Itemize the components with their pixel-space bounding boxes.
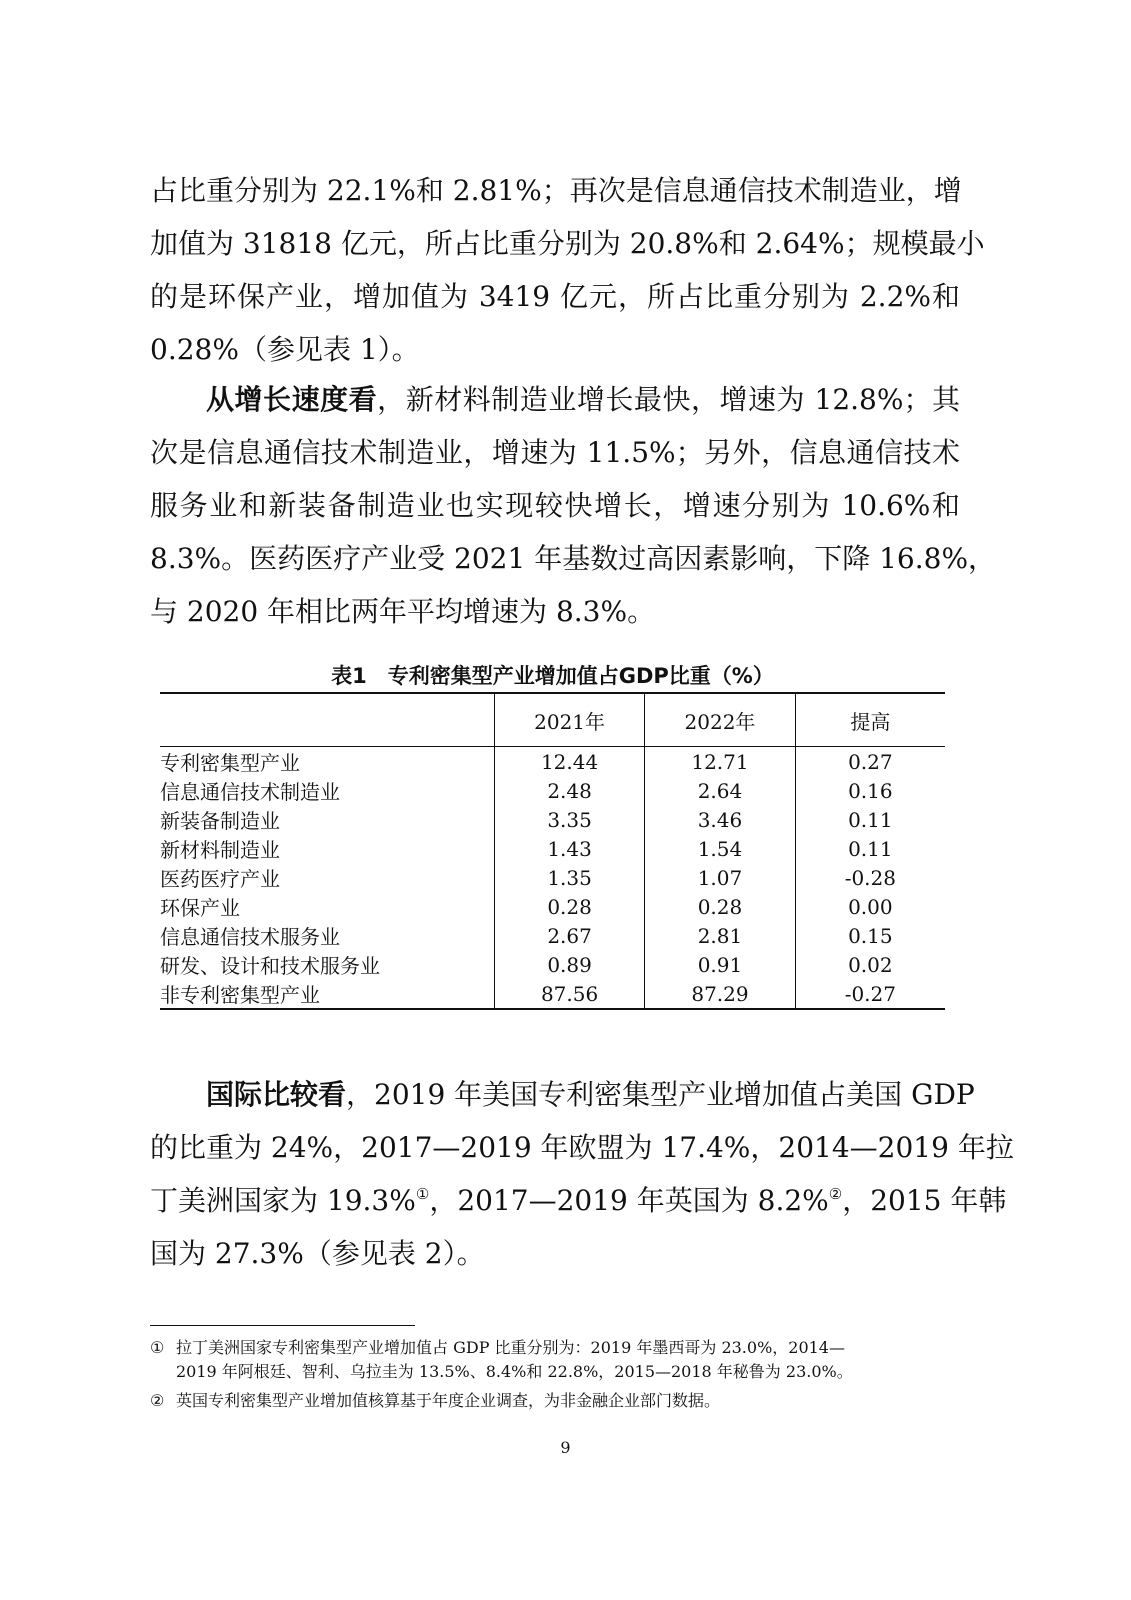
- table-row: [160, 892, 945, 921]
- footnote-text: 拉丁美洲国家专利密集型产业增加值占 GDP 比重分别为：2019 年墨西哥为 23.0%，2014—: [176, 1338, 845, 1357]
- value-2021: 2.67: [494, 921, 644, 950]
- paragraph-1-line: 加值为 31818 亿元，所占比重分别为 20.8%和 2.64%；规模最小: [150, 227, 985, 260]
- paragraph-3-lead: 国际比较看: [206, 1078, 347, 1111]
- value-change: -0.28: [795, 863, 945, 892]
- table-header-blank: [160, 693, 494, 747]
- table-row: [160, 747, 945, 777]
- value-2022: 2.64: [645, 776, 795, 805]
- paragraph-3-text: 丁美洲国家为 19.3%: [150, 1184, 416, 1217]
- footnote-ref-1[interactable]: ①: [415, 1185, 430, 1203]
- value-2022: 2.81: [645, 921, 795, 950]
- value-2021: 1.35: [494, 863, 644, 892]
- row-name: 医药医疗产业: [160, 867, 280, 891]
- value-change: 0.02: [795, 950, 945, 979]
- paragraph-3-line: [150, 1068, 975, 1121]
- paragraph-3-line: 国为 27.3%（参见表 2）。: [150, 1237, 485, 1270]
- data-table: [160, 692, 945, 1010]
- paragraph-1-line: 的是环保产业，增加值为 3419 亿元，所占比重分别为 2.2%和: [150, 280, 960, 313]
- value-2021: 1.43: [494, 834, 644, 863]
- table-header-2022: 2022年: [645, 693, 795, 747]
- value-2021: 87.56: [494, 979, 644, 1009]
- value-2022: 0.28: [645, 892, 795, 921]
- paragraph-3-text: ，2017—2019 年英国为 8.2%: [429, 1184, 829, 1217]
- value-2021: 2.48: [494, 776, 644, 805]
- value-change: -0.27: [795, 979, 945, 1009]
- row-name: 环保产业: [160, 896, 240, 920]
- row-name: 新材料制造业: [160, 838, 280, 862]
- footnote-2: [150, 1389, 950, 1413]
- value-change: 0.00: [795, 892, 945, 921]
- value-change: 0.27: [795, 747, 945, 777]
- paragraph-2-line: 服务业和新装备制造业也实现较快增长，增速分别为 10.6%和: [150, 489, 960, 522]
- paragraph-3-line-rest: ，2019 年美国专利密集型产业增加值占美国 GDP: [346, 1078, 975, 1111]
- paragraph-2-line-rest: ，新材料制造业增长最快，增速为 12.8%；其: [377, 383, 960, 416]
- row-name: 研发、设计和技术服务业: [160, 954, 380, 978]
- footnote-mark: ②: [150, 1391, 165, 1410]
- row-name: 信息通信技术服务业: [160, 925, 340, 949]
- table-row: [160, 979, 945, 1009]
- page-number: 9: [560, 1438, 571, 1457]
- value-2021: 12.44: [494, 747, 644, 777]
- paragraph-2-lead: 从增长速度看: [206, 383, 378, 416]
- table-row: [160, 776, 945, 805]
- value-2022: 1.54: [645, 834, 795, 863]
- value-2022: 1.07: [645, 863, 795, 892]
- table-row: [160, 921, 945, 950]
- value-2022: 12.71: [645, 747, 795, 777]
- value-change: 0.16: [795, 776, 945, 805]
- footnote-1: [150, 1336, 950, 1384]
- value-change: 0.11: [795, 805, 945, 834]
- value-2021: 0.28: [494, 892, 644, 921]
- paragraph-2: [150, 373, 997, 638]
- paragraph-2-line: 8.3%。医药医疗产业受 2021 年基数过高因素影响，下降 16.8%，: [150, 542, 997, 575]
- paragraph-2-line: 与 2020 年相比两年平均增速为 8.3%。: [150, 595, 656, 628]
- footnote-ref-2[interactable]: ②: [828, 1185, 843, 1203]
- table-header-change: 提高: [795, 693, 945, 747]
- row-name: 信息通信技术制造业: [160, 780, 340, 804]
- table-caption: 表1 专利密集型产业增加值占GDP比重（%）: [331, 664, 774, 688]
- value-2022: 0.91: [645, 950, 795, 979]
- footnote-text: 英国专利密集型产业增加值核算基于年度企业调查，为非金融企业部门数据。: [176, 1391, 721, 1410]
- value-change: 0.15: [795, 921, 945, 950]
- paragraph-1-line: 0.28%（参见表 1）。: [150, 333, 420, 366]
- row-name: 新装备制造业: [160, 809, 280, 833]
- row-name: 非专利密集型产业: [160, 983, 320, 1007]
- value-change: 0.11: [795, 834, 945, 863]
- value-2021: 3.35: [494, 805, 644, 834]
- paragraph-3: [150, 1068, 1014, 1280]
- footnote-divider: [150, 1325, 415, 1326]
- paragraph-1-line: 占比重分别为 22.1%和 2.81%；再次是信息通信技术制造业，增: [150, 174, 962, 207]
- table-row: [160, 950, 945, 979]
- paragraph-3-text: ，2015 年韩: [842, 1184, 1007, 1217]
- footnote-text: 2019 年阿根廷、智利、乌拉圭为 13.5%、8.4%和 22.8%，2015—2018 年秘鲁为 23.0%。: [176, 1362, 853, 1381]
- value-2022: 87.29: [645, 979, 795, 1009]
- value-2021: 0.89: [494, 950, 644, 979]
- table-header-2021: 2021年: [494, 693, 644, 747]
- table-row: [160, 805, 945, 834]
- value-2022: 3.46: [645, 805, 795, 834]
- table-row: [160, 863, 945, 892]
- table-header-row: [160, 693, 945, 747]
- paragraph-3-line: [150, 1174, 1007, 1227]
- table-row: [160, 834, 945, 863]
- paragraph-2-line: [150, 373, 960, 426]
- row-name: 专利密集型产业: [160, 751, 300, 775]
- paragraph-1: [150, 164, 985, 376]
- footnote-mark: ①: [150, 1338, 165, 1357]
- paragraph-3-line: 的比重为 24%，2017—2019 年欧盟为 17.4%，2014—2019 年拉: [150, 1131, 1014, 1164]
- paragraph-2-line: 次是信息通信技术制造业，增速为 11.5%；另外，信息通信技术: [150, 436, 960, 469]
